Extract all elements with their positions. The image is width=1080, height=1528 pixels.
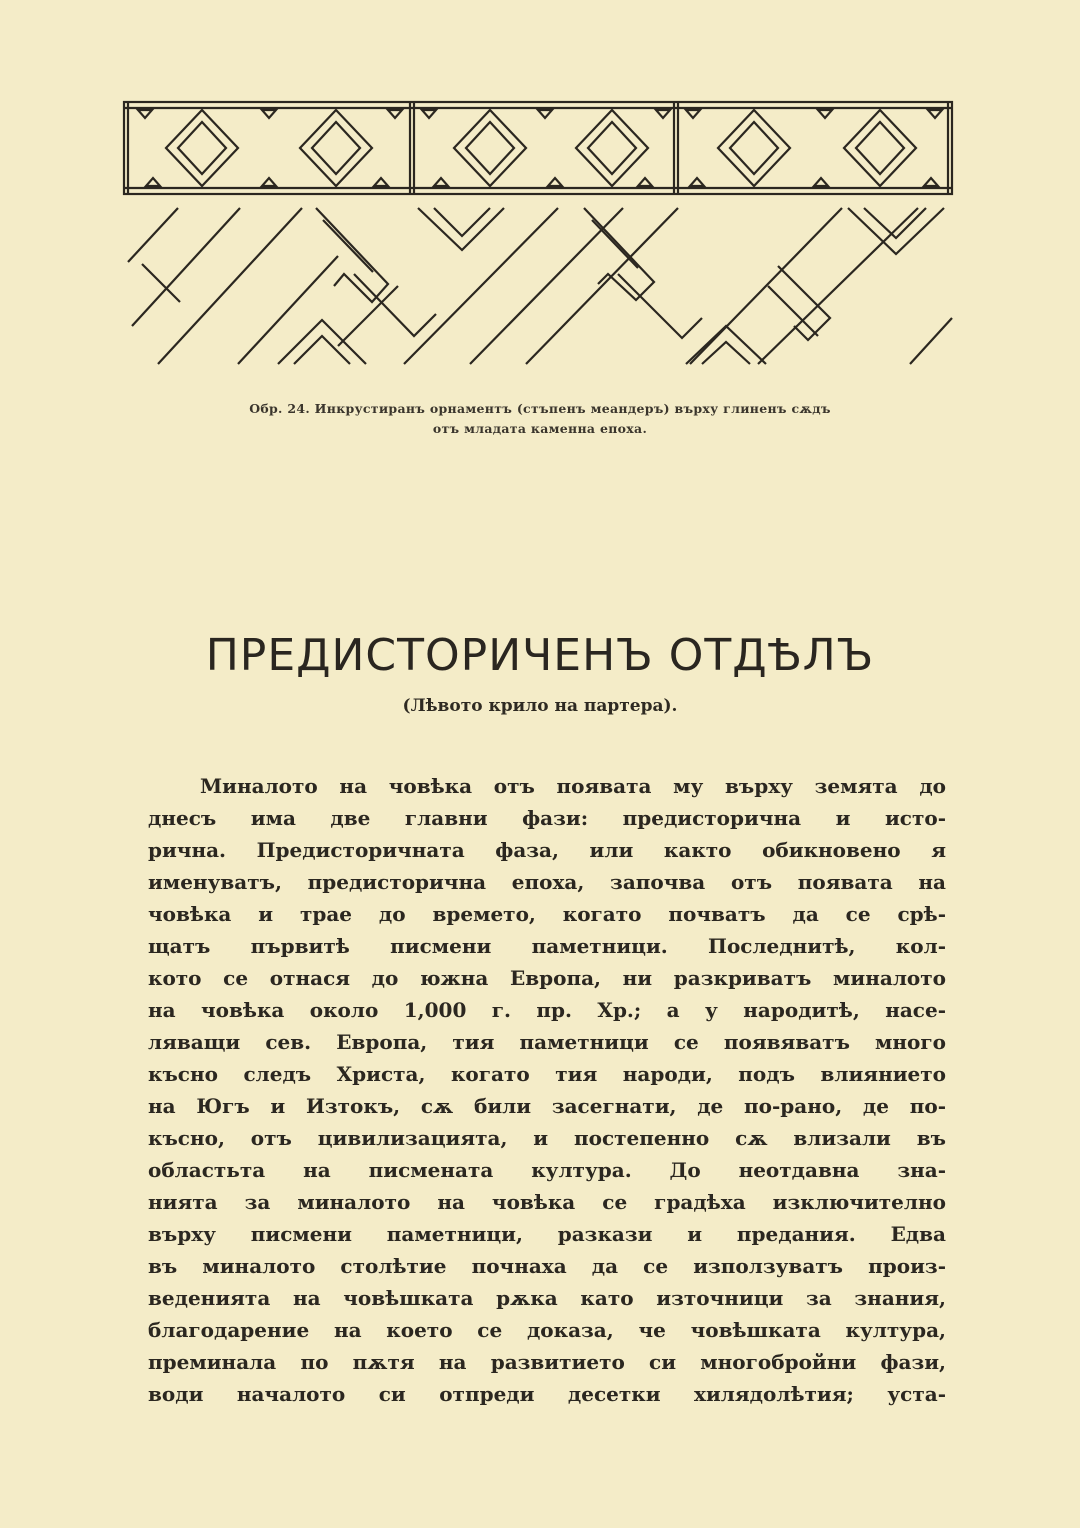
body-line: кото се отнася до южна Европа, ни разкриватъ миналото bbox=[148, 966, 946, 990]
body-line: областьта на писмената култура. До неотдавна зна- bbox=[148, 1158, 946, 1182]
body-line: Миналото на човѣка отъ появата му върху земята до bbox=[200, 774, 946, 798]
body-line: късно следъ Христа, когато тия народи, подъ влиянието bbox=[148, 1062, 946, 1086]
body-line: върху писмени паметници, разкази и предания. Едва bbox=[148, 1222, 946, 1246]
section-heading: ПРЕДИСТОРИЧЕНЪ ОТДѢЛЪ bbox=[205, 630, 875, 681]
body-line: човѣка и трае до времето, когато почватъ да се срѣ- bbox=[148, 902, 946, 926]
body-line: късно, отъ цивилизацията, и постепенно сѫ влизали въ bbox=[148, 1126, 946, 1150]
body-line: днесъ има две главни фази: предисторична и исто- bbox=[148, 806, 946, 830]
body-line: на Югъ и Изтокъ, сѫ били засегнати, де по-рано, де по- bbox=[148, 1094, 946, 1118]
body-line: именуватъ, предисторична епоха, започва отъ появата на bbox=[148, 870, 946, 894]
figure-caption: Обр. 24. Инкрустиранъ орнаментъ (стъпенъ меандеръ) върху глиненъ сѫдъ bbox=[249, 401, 831, 416]
body-line: води началото си отпреди десетки хилядолѣтия; уста- bbox=[148, 1382, 946, 1406]
meander-ornament-figure bbox=[118, 96, 958, 386]
body-line: преминала по пѫтя на развитието си многобройни фази, bbox=[148, 1350, 946, 1374]
body-line: нията за миналото на човѣка се градѣха изключително bbox=[148, 1190, 946, 1214]
figure-caption-continued: отъ младата каменна епоха. bbox=[432, 421, 648, 436]
body-line: благодарение на което се доказа, че човѣшката култура, bbox=[148, 1318, 946, 1342]
body-line: на човѣка около 1,000 г. пр. Хр.; а у народитѣ, насе- bbox=[148, 998, 946, 1022]
body-line: рична. Предисторичната фаза, или както обикновено я bbox=[148, 838, 946, 862]
body-line: въ миналото столѣтие почнаха да се използуватъ произ- bbox=[148, 1254, 946, 1278]
body-line: веденията на човѣшката рѫка като източници за знания, bbox=[148, 1286, 946, 1310]
body-line: щатъ първитѣ писмени паметници. Последнитѣ, кол- bbox=[148, 934, 946, 958]
body-line: ляващи сев. Европа, тия паметници се появяватъ много bbox=[148, 1030, 946, 1054]
section-subheading: (Лѣвото крило на партера). bbox=[402, 696, 678, 716]
